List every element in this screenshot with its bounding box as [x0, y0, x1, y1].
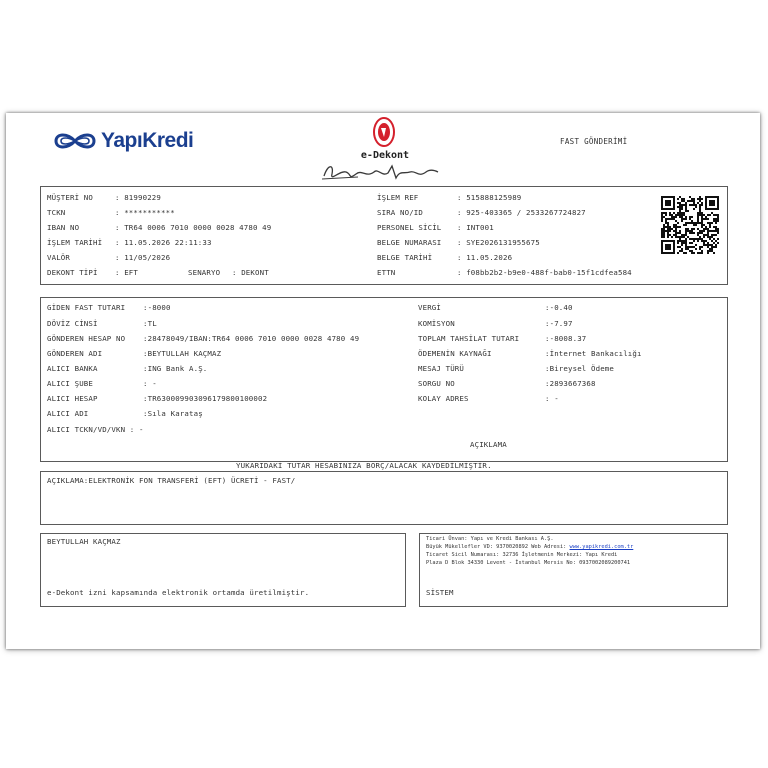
field-label: BELGE TARİHİ [377, 253, 433, 262]
field-value: :-0.40 [545, 303, 573, 312]
field-value: : 515888125989 [457, 193, 522, 202]
field-value: : SYE2026131955675 [457, 238, 540, 247]
field-label: DÖVİZ CİNSİ [47, 319, 98, 328]
description-text: AÇIKLAMA:ELEKTRONİK FON TRANSFERİ (EFT) ÜCRETİ - FAST/ [47, 476, 296, 485]
field-label: ETTN [377, 268, 396, 277]
field-value: :Sıla Karataş [143, 409, 203, 418]
field-label: SORGU NO [418, 379, 455, 388]
field-label: BELGE NUMARASI [377, 238, 442, 247]
field-label: VALÖR [47, 253, 70, 262]
bank-website-link[interactable]: www.yapikredi.com.tr [569, 544, 634, 550]
bank-address-info: Plaza D Blok 34330 Levent - İstanbul Mersis No: 0937002089200741 [426, 560, 631, 566]
field-value: :-8000 [143, 303, 171, 312]
field-value: :ING Bank A.Ş. [143, 364, 208, 373]
edekont-title: e-Dekont [360, 150, 410, 161]
field-value: :-7.97 [545, 319, 573, 328]
qr-code [661, 196, 719, 258]
field-value: : 11.05.2026 [457, 253, 513, 262]
field-label: TOPLAM TAHSİLAT TUTARI [418, 334, 520, 343]
debit-credit-banner: YUKARIDAKİ TUTAR HESABINIZA BORÇ/ALACAK KAYDEDİLMİŞTİR. [236, 461, 492, 470]
e-dekont-note: e-Dekont izni kapsamında elektronik ortamda üretilmiştir. [47, 588, 310, 597]
dekont-type-label: DEKONT TİPİ [47, 268, 98, 277]
field-value: : 925-403365 / 2533267724827 [457, 208, 586, 217]
field-label: İŞLEM TARİHİ [47, 238, 103, 247]
field-value: :Bireysel Ödeme [545, 364, 614, 373]
field-label: ALICI HESAP [47, 394, 98, 403]
field-label: GİDEN FAST TUTARI [47, 303, 126, 312]
scenario-value: : DEKONT [232, 268, 269, 277]
bank-tax-text: Büyük Mükellefler VD: 9370020892 Web Adresi: [426, 544, 570, 550]
field-value: :28478049/IBAN:TR64 0006 7010 0000 0028 4780 49 [143, 334, 360, 343]
field-label: KOLAY ADRES [418, 394, 469, 403]
field-value: : INT001 [457, 223, 494, 232]
recipient-id-field: ALICI TCKN/VD/VKN : - [47, 425, 144, 434]
bank-tax-info [426, 544, 633, 551]
field-value: :İnternet Bankacılığı [545, 349, 642, 358]
field-value: :BEYTULLAH KAÇMAZ [143, 349, 222, 358]
field-value: : - [143, 379, 157, 388]
field-value: : 81990229 [115, 193, 161, 202]
customer-name: BEYTULLAH KAÇMAZ [47, 537, 121, 546]
field-value: : 11.05.2026 22:11:33 [115, 238, 212, 247]
dekont-type-value: : EFT [115, 268, 138, 277]
field-value: : *********** [115, 208, 175, 217]
field-value: :-8008.37 [545, 334, 587, 343]
field-label: ALICI BANKA [47, 364, 98, 373]
field-label: KOMİSYON [418, 319, 455, 328]
field-label: MÜŞTERİ NO [47, 193, 93, 202]
field-value: :TR630009903096179800100002 [143, 394, 268, 403]
brand-name: YapıKredi [101, 129, 194, 152]
field-label: TCKN [47, 208, 66, 217]
field-label: GÖNDEREN HESAP NO [47, 334, 126, 343]
field-label: GÖNDEREN ADI [47, 349, 103, 358]
field-label: PERSONEL SİCİL [377, 223, 442, 232]
field-value: :2893667368 [545, 379, 596, 388]
field-value: : f08bb2b2-b9e0-488f-bab0-15f1cdfea584 [457, 268, 632, 277]
field-label: SIRA NO/ID [377, 208, 423, 217]
field-label: İŞLEM REF [377, 193, 419, 202]
yapikredi-logo [52, 126, 193, 156]
signature [318, 160, 444, 188]
yapikredi-logo-icon [52, 129, 98, 153]
field-label: ALICI ADI [47, 409, 89, 418]
bank-trade-name: Ticari Ünvan: Yapı ve Kredi Bankası A.Ş. [426, 536, 554, 542]
field-value: : - [545, 394, 559, 403]
system-label: SİSTEM [426, 588, 454, 597]
field-value: :TL [143, 319, 157, 328]
emblem-icon [372, 116, 396, 152]
document-type: FAST GÖNDERİMİ [560, 137, 628, 146]
field-value: : TR64 0006 7010 0000 0028 4780 49 [115, 223, 272, 232]
field-label: IBAN NO [47, 223, 80, 232]
scenario-label: SENARYO [188, 268, 221, 277]
field-label: VERGİ [418, 303, 441, 312]
bank-registry-info: Ticaret Sicil Numarası: 32736 İşletmenin Merkezi: Yapı Kredi [426, 552, 618, 558]
explanation-heading: AÇIKLAMA [470, 440, 507, 449]
field-value: : 11/05/2026 [115, 253, 171, 262]
field-label: ÖDEMENİN KAYNAĞI [418, 349, 492, 358]
field-label: ALICI ŞUBE [47, 379, 93, 388]
field-label: MESAJ TÜRÜ [418, 364, 464, 373]
